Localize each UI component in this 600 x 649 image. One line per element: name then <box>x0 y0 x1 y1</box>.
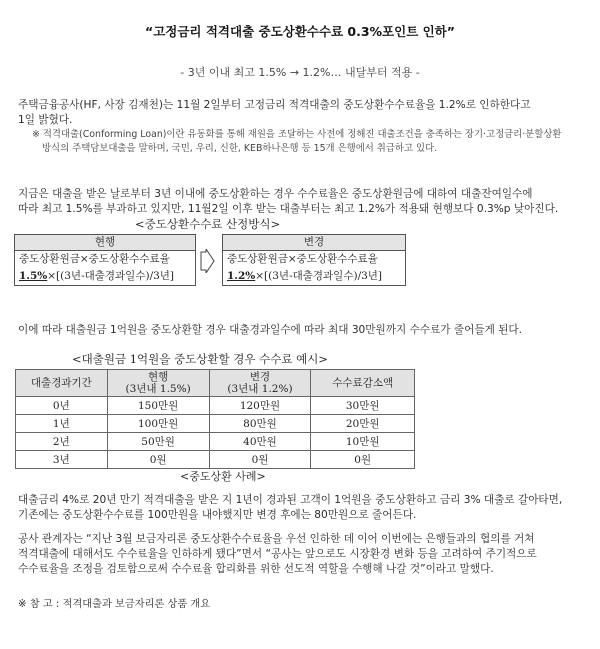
table-cell: 30만원 <box>311 397 415 415</box>
table-cell: 0원 <box>311 451 415 469</box>
example-case-paragraph <box>18 493 583 523</box>
table-cell: 100만원 <box>107 415 209 433</box>
column-header-line: 현행 <box>147 371 169 383</box>
paragraph-line: 적격대출에 대해서도 수수료율을 인하하게 됐다”면서 “공사는 앞으로도 시장환경 변화 등을 고려하여 주기적으로 <box>18 548 537 560</box>
column-header: 대출경과기간 <box>16 370 108 397</box>
definition-note <box>32 128 577 156</box>
table-cell: 20만원 <box>311 415 415 433</box>
formula-rest: ×[(3년-대출경과일수)/3년] <box>47 270 175 282</box>
table-cell: 120만원 <box>209 397 311 415</box>
table-cell: 80만원 <box>209 415 311 433</box>
table-cell: 50만원 <box>107 433 209 451</box>
page-subtitle: - 3년 이내 최고 1.5% → 1.2%… 내달부터 적용 - <box>180 66 420 79</box>
rate-change-paragraph <box>18 187 583 217</box>
intro-line: 주택금융공사(HF, 사장 김재천)는 11월 2일부터 고정금리 적격대출의 중도상환수수료율을 1.2%로 인하한다고 <box>18 99 531 111</box>
formula-caption: <중도상환수수료 산정방식> <box>135 217 281 231</box>
table-cell: 0원 <box>209 451 311 469</box>
paragraph-line: 대출금리 4%로 20년 만기 적격대출을 받은 지 1년이 경과된 고객이 1억원을 중도상환하고 금리 3% 대출로 갈아타면, <box>18 494 563 506</box>
table-cell: 10만원 <box>311 433 415 451</box>
table-footer-caption: <중도상환 사례> <box>180 470 266 483</box>
column-header-line: (3년내 1.2%) <box>227 383 293 395</box>
intro-paragraph <box>18 98 583 128</box>
reference-note: ※ 참 고 : 적격대출과 보금자리론 상품 개요 <box>18 599 211 610</box>
current-formula-header: 현행 <box>15 235 195 251</box>
paragraph-line: 수수료율을 조정을 검토함으로써 수수료율 합리화를 위한 선도적 역할을 수행해 나갈 것”이라고 말했다. <box>18 563 494 575</box>
fee-example-table <box>15 369 415 469</box>
column-header: 수수료감소액 <box>311 370 415 397</box>
formula-line <box>15 268 195 285</box>
fee-reduction-paragraph: 이에 따라 대출원금 1억원을 중도상환할 경우 대출경과일수에 따라 최대 30만원까지 수수료가 줄어들게 된다. <box>18 324 523 336</box>
note-line: 방식의 주택담보대출을 말하며, 국민, 우리, 신한, KEB하나은행 등 15개 은행에서 취급하고 있다. <box>42 143 438 154</box>
column-header <box>209 370 311 397</box>
note-line: ※ 적격대출(Conforming Loan)이란 유동화를 통해 재원을 조달하는 사전에 정해진 대출조건을 충족하는 장기·고정금리·분할상환 <box>32 129 562 140</box>
changed-formula-box <box>222 234 406 286</box>
table-row <box>16 397 415 415</box>
table-cell: 0원 <box>107 451 209 469</box>
current-rate: 1.5% <box>19 270 48 282</box>
table-cell: 40만원 <box>209 433 311 451</box>
table-header-row <box>16 370 415 397</box>
official-quote-paragraph <box>18 532 583 577</box>
formula-line: 중도상환원금×중도상환수수료율 <box>227 253 378 265</box>
table-row <box>16 415 415 433</box>
paragraph-line: 따라 최고 1.5%를 부과하고 있지만, 11월2일 이후 받는 대출부터는 최고 1.2%가 적용돼 현행보다 0.3%p 낮아진다. <box>18 203 559 215</box>
intro-line: 1일 밝혔다. <box>18 114 73 126</box>
paragraph-line: 지금은 대출을 받은 날로부터 3년 이내에 중도상환하는 경우 수수료율은 중도상환원금에 대하여 대출잔여일수에 <box>18 188 533 200</box>
page-title: “고정금리 적격대출 중도상환수수료 0.3%포인트 인하” <box>144 24 455 39</box>
formula-rest: ×[(3년-대출경과일수)/3년] <box>255 270 383 282</box>
column-header <box>107 370 209 397</box>
arrow-right-icon <box>199 249 215 273</box>
table-cell: 1년 <box>16 415 108 433</box>
paragraph-line: 공사 관계자는 “지난 3월 보금자리론 중도상환수수료율을 우선 인하한 데 이어 이번에는 은행들과의 협의를 거쳐 <box>18 533 535 545</box>
column-header-line: 변경 <box>249 371 271 383</box>
table-row <box>16 451 415 469</box>
table-cell: 3년 <box>16 451 108 469</box>
table-cell: 0년 <box>16 397 108 415</box>
example-caption: <대출원금 1억원을 중도상환할 경우 수수료 예시> <box>72 352 328 366</box>
changed-formula-header: 변경 <box>223 235 405 251</box>
formula-line <box>223 268 405 285</box>
current-formula-box <box>14 234 196 286</box>
table-cell: 2년 <box>16 433 108 451</box>
changed-rate: 1.2% <box>227 270 256 282</box>
column-header-line: (3년내 1.5%) <box>125 383 191 395</box>
formula-line: 중도상환원금×중도상환수수료율 <box>19 253 170 265</box>
table-cell: 150만원 <box>107 397 209 415</box>
paragraph-line: 기존에는 중도상환수수료를 100만원을 내야했지만 변경 후에는 80만원으로 줄어든다. <box>18 509 417 521</box>
table-row <box>16 433 415 451</box>
